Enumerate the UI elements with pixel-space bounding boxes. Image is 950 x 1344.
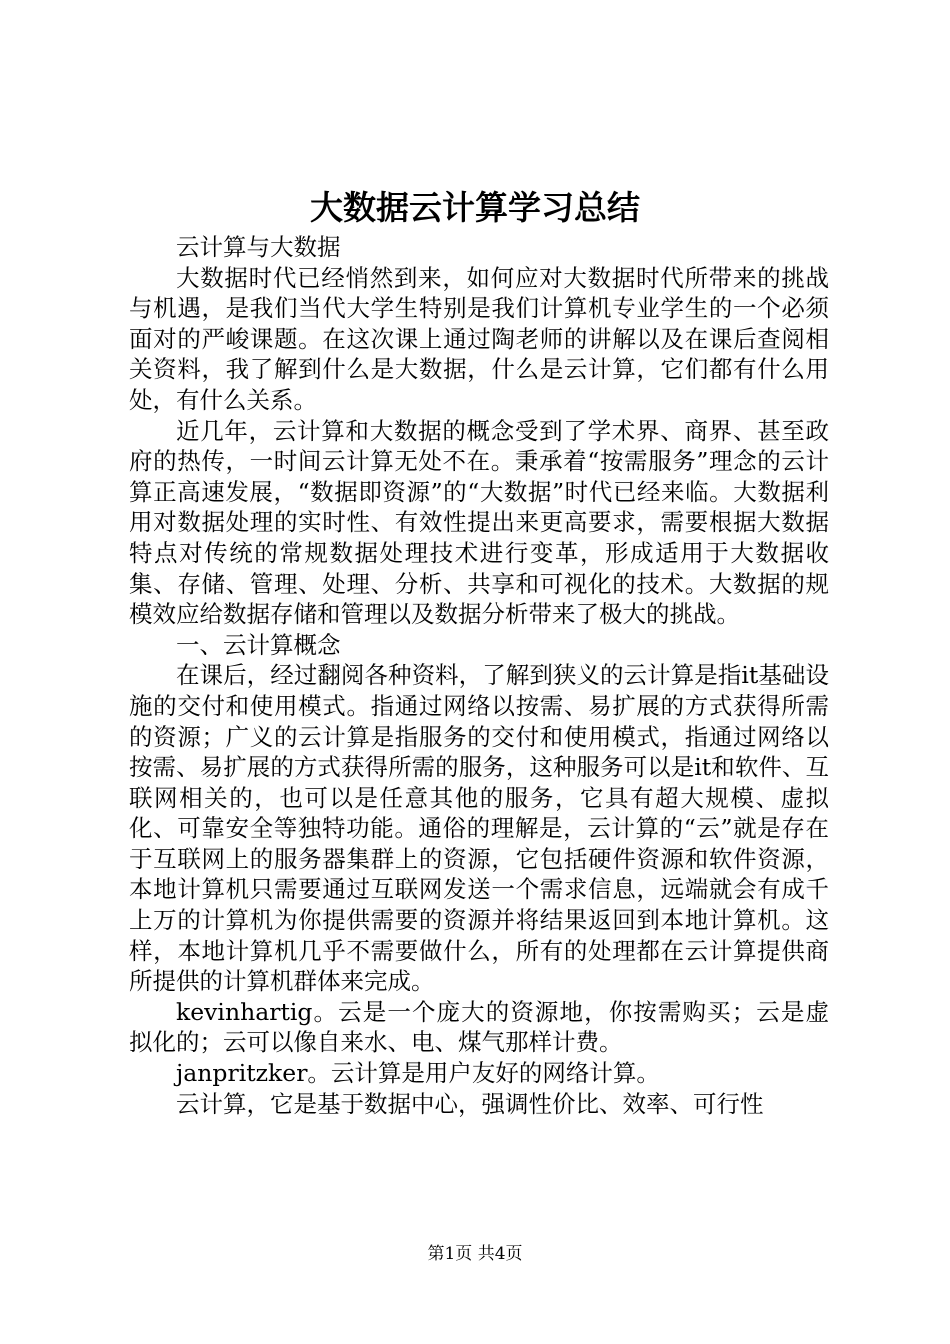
paragraph: janpritzker。云计算是用户友好的网络计算。: [176, 1059, 660, 1088]
document-title: 大数据云计算学习总结: [310, 188, 640, 227]
document-body: [129, 232, 829, 1119]
section-heading: 云计算与大数据: [176, 233, 341, 261]
page-indicator: 第1页 共4页: [427, 1244, 523, 1264]
section-heading: 一、云计算概念: [176, 630, 341, 659]
paragraph: 大数据时代已经悄然到来，如何应对大数据时代所带来的挑战与机遇，是我们当代大学生特别是我们计算机专业学生的一个必须面对的严峻课题。在这次课上通过陶老师的讲解以及在课后查阅相关资料，我了解到什么是大数据，什么是云计算，它们都有什么用处，有什么关系。: [129, 263, 829, 414]
paragraph: 云计算，它是基于数据中心，强调性价比、效率、可行性: [176, 1089, 764, 1118]
paragraph: 近几年，云计算和大数据的概念受到了学术界、商界、甚至政府的热传，一时间云计算无处不在。秉承着“按需服务”理念的云计算正高速发展，“数据即资源”的“大数据”时代已经来临。大数据利用对数据处理的实时性、有效性提出来更高要求，需要根据大数据特点对传统的常规数据处理技术进行变革，形成适用于大数据收集、存储、管理、处理、分析、共享和可视化的技术。大数据的规模效应给数据存储和管理以及数据分析带来了极大的挑战。: [129, 416, 829, 629]
paragraph: 在课后，经过翻阅各种资料，了解到狭义的云计算是指it基础设施的交付和使用模式。指通过网络以按需、易扩展的方式获得所需的资源；广义的云计算是指服务的交付和使用模式，指通过网络以按需、易扩展的方式获得所需的服务，这种服务可以是it和软件、互联网相关的，也可以是任意其他的服务，它具有超大规模、虚拟化、可靠安全等独特功能。通俗的理解是，云计算的“云”就是存在于互联网上的服务器集群上的资源，它包括硬件资源和软件资源，本地计算机只需要通过互联网发送一个需求信息，远端就会有成千上万的计算机为你提供需要的资源并将结果返回到本地计算机。这样，本地计算机几乎不需要做什么，所有的处理都在云计算提供商所提供的计算机群体来完成。: [129, 661, 829, 996]
paragraph: kevinhartig。云是一个庞大的资源地，你按需购买；云是虚拟化的；云可以像自来水、电、煤气那样计费。: [129, 997, 829, 1057]
